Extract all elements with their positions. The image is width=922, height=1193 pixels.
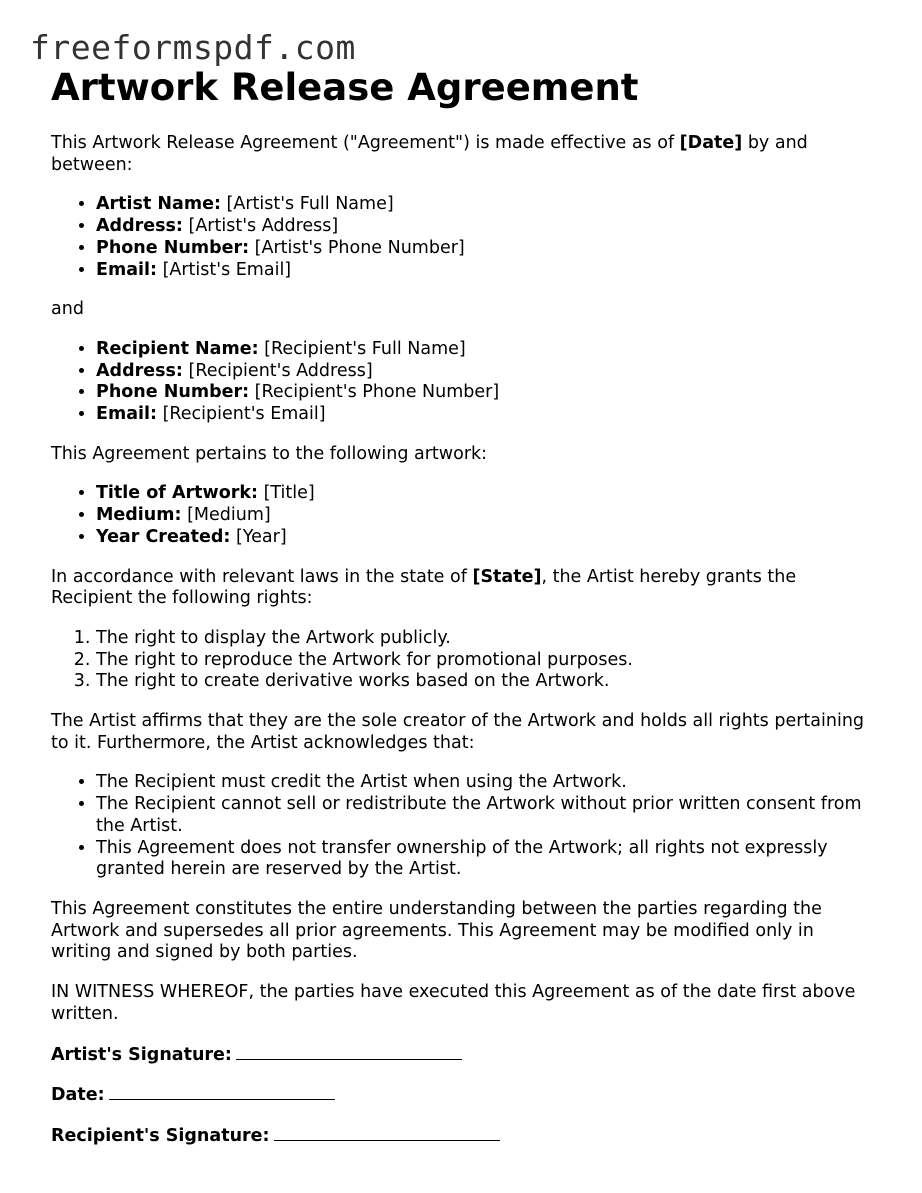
artwork-title-value: [Title] — [258, 483, 315, 504]
artist-signature-blank[interactable] — [236, 1044, 462, 1060]
list-item — [96, 238, 871, 260]
artist-address-label: Address: — [96, 216, 183, 237]
recipient-name-value: [Recipient's Full Name] — [258, 338, 466, 359]
list-item — [96, 505, 871, 527]
artist-details-list — [51, 194, 871, 281]
artwork-medium-value: [Medium] — [181, 505, 271, 526]
recipient-phone-label: Phone Number: — [96, 382, 250, 403]
affirms-paragraph: The Artist affirms that they are the sole creator of the Artwork and holds all rights pertaining to it. Furthermore, the Artist acknowledges that: — [51, 711, 865, 753]
list-item: 1. The right to display the Artwork publicly. — [96, 628, 871, 650]
acknowledgements-list — [51, 772, 871, 881]
artist-name-value: [Artist's Full Name] — [220, 194, 394, 215]
recipient-signature-label: Recipient's Signature: — [51, 1125, 270, 1146]
intro-text-before: This Artwork Release Agreement ("Agreement") is made effective as of — [51, 133, 680, 153]
rights-intro-paragraph — [51, 567, 871, 610]
rights-intro-after: , the Artist hereby grants the Recipient the following rights: — [51, 566, 797, 609]
pertains-paragraph: This Agreement pertains to the following artwork: — [51, 443, 488, 464]
list-item — [96, 527, 871, 549]
artwork-details-list — [51, 483, 871, 548]
artist-signature-line — [51, 1044, 871, 1067]
artist-address-value: [Artist's Address] — [182, 216, 339, 237]
list-item: • The Recipient must credit the Artist when using the Artwork. — [96, 772, 871, 794]
date-blank[interactable] — [109, 1084, 335, 1100]
watermark-text: freeformspdf.com — [30, 28, 356, 67]
recipient-signature-blank[interactable] — [274, 1125, 500, 1141]
date-line — [51, 1084, 871, 1107]
and-text: and — [51, 299, 84, 320]
list-item: • The Recipient cannot sell or redistribute the Artwork without prior written consent from the Artist. — [96, 794, 871, 837]
intro-text-after: by and between: — [51, 133, 808, 175]
list-item — [96, 339, 871, 361]
intro-date-field: [Date] — [679, 133, 743, 153]
recipient-address-value: [Recipient's Address] — [182, 360, 373, 381]
list-item: • This Agreement does not transfer ownership of the Artwork; all rights not expressly granted herein are reserved by the Artist. — [96, 838, 871, 881]
recipient-name-label: Recipient Name: — [96, 338, 259, 359]
artwork-title-label: Title of Artwork: — [96, 483, 258, 504]
recipient-address-label: Address: — [96, 360, 183, 381]
recipient-email-label: Email: — [96, 404, 157, 425]
document-page — [51, 66, 871, 1148]
state-field: [State] — [472, 566, 542, 587]
artist-signature-label: Artist's Signature: — [51, 1044, 232, 1065]
recipient-signature-line — [51, 1125, 871, 1148]
date-label: Date: — [51, 1085, 105, 1106]
rights-list — [51, 628, 871, 693]
artist-email-label: Email: — [96, 259, 157, 280]
artwork-year-label: Year Created: — [96, 526, 231, 547]
list-item — [96, 194, 871, 216]
list-item: 2. The right to reproduce the Artwork for promotional purposes. — [96, 650, 871, 672]
artist-phone-label: Phone Number: — [96, 237, 250, 258]
list-item — [96, 216, 871, 238]
artwork-medium-label: Medium: — [96, 505, 182, 526]
recipient-phone-value: [Recipient's Phone Number] — [249, 382, 500, 403]
entire-agreement-paragraph: This Agreement constitutes the entire understanding between the parties regarding the Artwork and supersedes all prior agreements. This Agreement may be modified only in writing and signed by both parties. — [51, 898, 822, 963]
recipient-email-value: [Recipient's Email] — [157, 404, 326, 425]
rights-intro-before: In accordance with relevant laws in the state of — [51, 566, 473, 587]
document-title: Artwork Release Agreement — [51, 66, 639, 109]
artwork-year-value: [Year] — [230, 526, 287, 547]
artist-name-label: Artist Name: — [96, 194, 221, 215]
list-item — [96, 361, 871, 383]
list-item — [96, 260, 871, 282]
witness-paragraph: IN WITNESS WHEREOF, the parties have executed this Agreement as of the date first above written. — [51, 982, 856, 1024]
artist-email-value: [Artist's Email] — [157, 259, 292, 280]
list-item: 3. The right to create derivative works based on the Artwork. — [96, 671, 871, 693]
list-item — [96, 382, 871, 404]
recipient-details-list — [51, 339, 871, 426]
artist-phone-value: [Artist's Phone Number] — [249, 237, 465, 258]
list-item — [96, 483, 871, 505]
list-item — [96, 404, 871, 426]
intro-paragraph — [51, 133, 871, 176]
